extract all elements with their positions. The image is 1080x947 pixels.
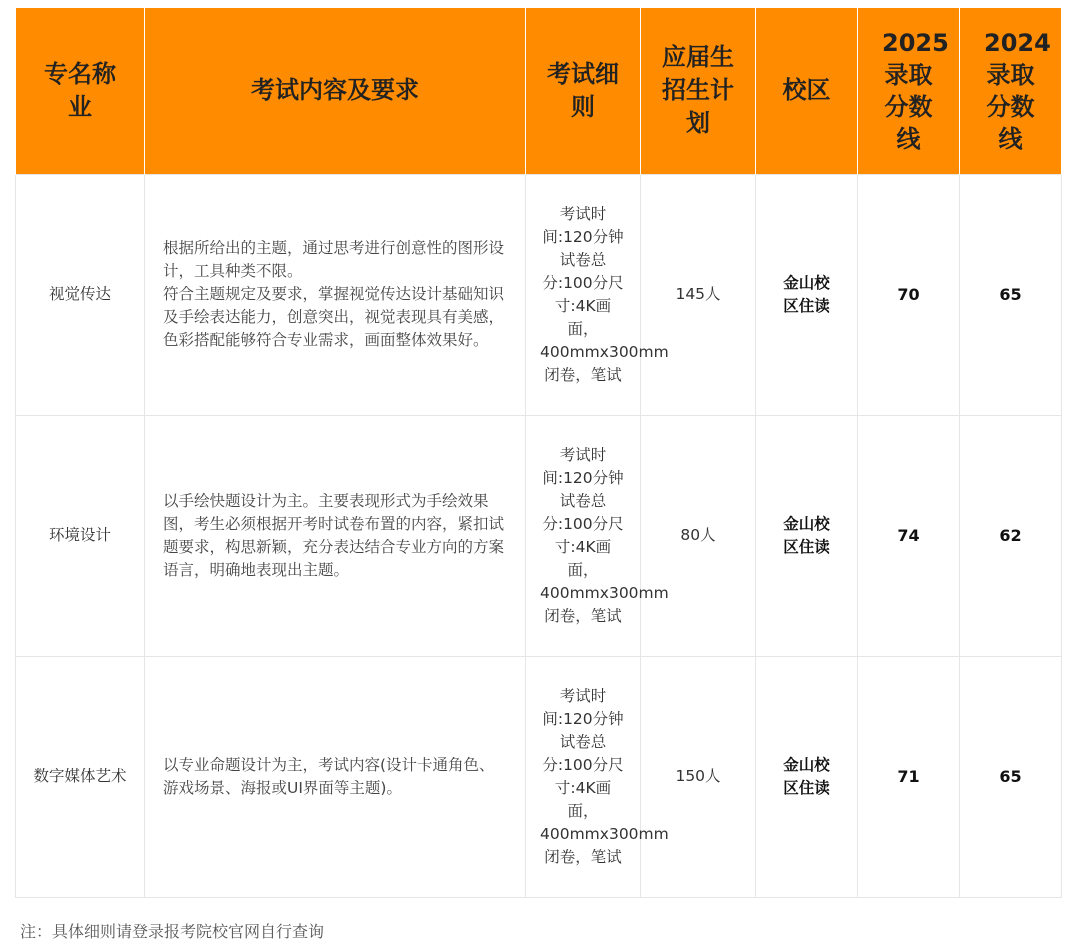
exam-content-line: 以手绘快题设计为主。主要表现形式为手绘效果图，考生必须根据开考时试卷布置的内容，紧扣试题要求，构思新颖，充分表达结合专业方向的方案语言，明确地表现出主题。 [163,491,505,579]
enrollment-plan: 150人 [641,656,756,897]
exam-content [145,415,526,656]
campus: 金山校区住读 [756,656,858,897]
exam-content [145,174,526,415]
enrollment-plan: 145人 [641,174,756,415]
table-row [16,174,1062,415]
exam-rules: 考试时间:120分钟试卷总分:100分尺寸:4K画面，400mmx300mm闭卷，笔试 [526,656,641,897]
header-score-2025: 2025录取分数线 [858,8,960,174]
table-row [16,415,1062,656]
header-content: 考试内容及要求 [145,8,526,174]
score-2024: 62 [960,415,1062,656]
campus: 金山校区住读 [756,174,858,415]
major-name: 视觉传达 [16,174,145,415]
exam-content-line: 以专业命题设计为主，考试内容(设计卡通角色、游戏场景、海报或UI界面等主题)。 [163,755,495,797]
score-2024: 65 [960,656,1062,897]
header-plan: 应届生招生计划 [641,8,756,174]
score-2024: 65 [960,174,1062,415]
header-rules: 考试细则 [526,8,641,174]
score-2025: 74 [858,415,960,656]
exam-rules: 考试时间:120分钟试卷总分:100分尺寸:4K画面，400mmx300mm闭卷，笔试 [526,174,641,415]
admission-table [15,8,1062,898]
exam-content-line: 根据所给出的主题，通过思考进行创意性的图形设计，工具种类不限。 [163,239,505,280]
exam-content-line: 符合主题规定及要求，掌握视觉传达设计基础知识及手绘表达能力，创意突出，视觉表现具有美感，色彩搭配能够符合专业需求，画面整体效果好。 [163,285,505,349]
table-body [16,174,1062,897]
enrollment-plan: 80人 [641,415,756,656]
score-2025: 70 [858,174,960,415]
header-row [16,8,1062,174]
header-score-2024: 2024录取分数线 [960,8,1062,174]
exam-rules: 考试时间:120分钟试卷总分:100分尺寸:4K画面，400mmx300mm闭卷，笔试 [526,415,641,656]
campus: 金山校区住读 [756,415,858,656]
exam-content [145,656,526,897]
major-name: 环境设计 [16,415,145,656]
header-campus: 校区 [756,8,858,174]
score-2025: 71 [858,656,960,897]
footnote: 注：具体细则请登录报考院校官网自行查询 [20,922,325,941]
table-row [16,656,1062,897]
header-major: 专名称业 [16,8,145,174]
major-name: 数字媒体艺术 [16,656,145,897]
table-header [16,8,1062,174]
